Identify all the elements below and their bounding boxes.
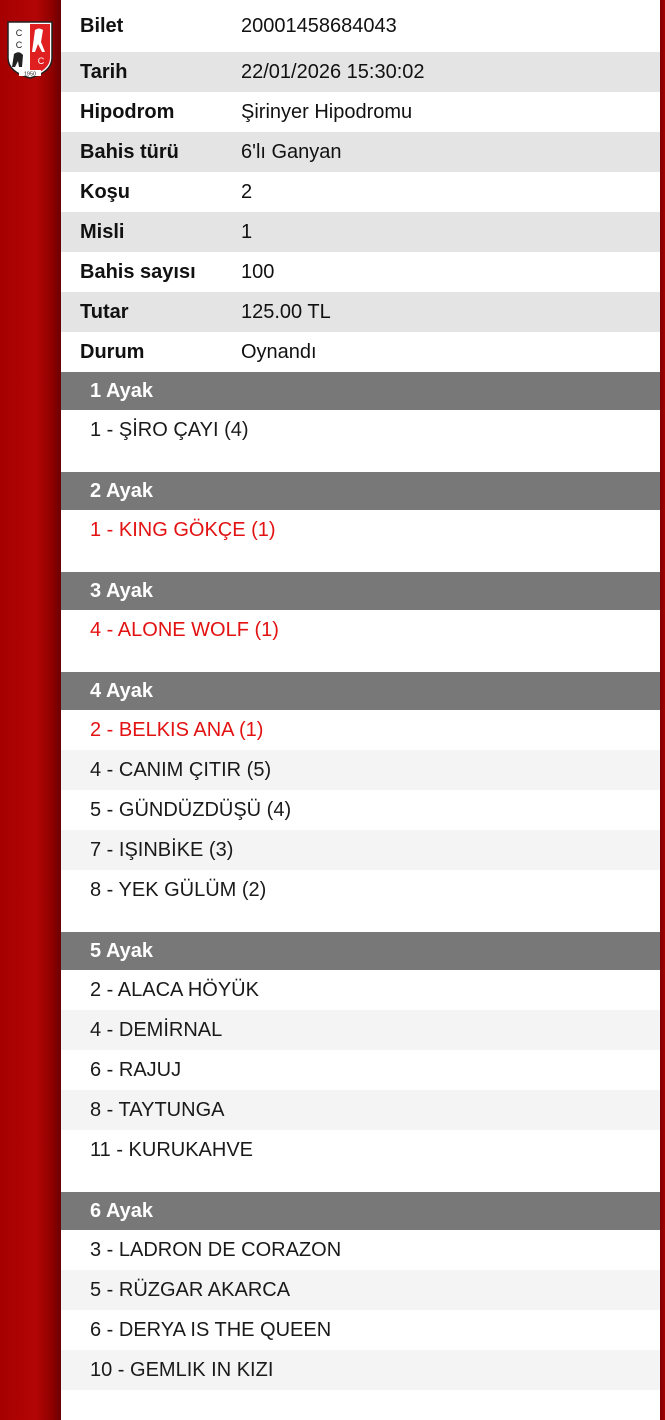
horse-row: 4 - DEMİRNAL — [61, 1010, 660, 1050]
ticket-info-value: Şirinyer Hipodromu — [241, 100, 413, 123]
ticket-info-value: 20001458684043 — [241, 14, 397, 37]
svg-text:C: C — [15, 40, 23, 50]
leg-header: 3 Ayak — [61, 572, 660, 610]
ticket-info-label: Misli — [80, 220, 125, 243]
horse-row: 11 - KURUKAHVE — [61, 1130, 660, 1170]
ticket-info-row — [61, 132, 660, 172]
leg-header: 4 Ayak — [61, 672, 660, 710]
ticket-info-value: Oynandı — [241, 340, 317, 363]
leg-header: 5 Ayak — [61, 932, 660, 970]
ticket-info-value: 22/01/2026 15:30:02 — [241, 60, 425, 83]
ticket-info-table — [61, 0, 660, 372]
horse-row: 5 - RÜZGAR AKARCA — [61, 1270, 660, 1310]
ticket-info-label: Koşu — [80, 180, 130, 203]
horse-row-winner: 1 - KING GÖKÇE (1) — [61, 510, 660, 550]
horse-row-winner: 2 - BELKIS ANA (1) — [61, 710, 660, 750]
leg-spacer — [61, 450, 660, 472]
horse-row: 6 - RAJUJ — [61, 1050, 660, 1090]
ticket-info-label: Tutar — [80, 300, 129, 323]
ticket-info-row — [61, 0, 660, 52]
logo-year: 1950 — [23, 71, 37, 78]
horse-row: 1 - ŞİRO ÇAYI (4) — [61, 410, 660, 450]
ticket-info-value: 100 — [241, 260, 275, 283]
horse-row: 8 - YEK GÜLÜM (2) — [61, 870, 660, 910]
leg-header: 1 Ayak — [61, 372, 660, 410]
ticket-info-label: Bilet — [80, 14, 124, 37]
horse-row-winner: 4 - ALONE WOLF (1) — [61, 610, 660, 650]
ticket-info-row — [61, 292, 660, 332]
ticket-info-label: Bahis türü — [80, 140, 179, 163]
ticket-info-row — [61, 212, 660, 252]
ticket-info-row — [61, 52, 660, 92]
horse-row: 6 - DERYA IS THE QUEEN — [61, 1310, 660, 1350]
ticket-info-label: Hipodrom — [80, 100, 175, 123]
leg-spacer — [61, 1170, 660, 1192]
right-border-strip — [660, 0, 665, 1420]
left-sidebar-strip — [0, 0, 61, 1420]
svg-text:C: C — [37, 56, 45, 66]
leg-spacer — [61, 550, 660, 572]
ticket-info-value: 6'lı Ganyan — [241, 140, 342, 163]
horse-row: 2 - ALACA HÖYÜK — [61, 970, 660, 1010]
ticket-info-label: Tarih — [80, 60, 128, 83]
horse-row: 5 - GÜNDÜZDÜŞÜ (4) — [61, 790, 660, 830]
leg-spacer — [61, 1390, 660, 1412]
ticket-info-row — [61, 252, 660, 292]
horse-row: 10 - GEMLIK IN KIZI — [61, 1350, 660, 1390]
ticket-info-value: 125.00 TL — [241, 300, 331, 323]
ticket-info-value: 1 — [241, 220, 253, 243]
leg-header: 6 Ayak — [61, 1192, 660, 1230]
horse-row: 4 - CANIM ÇITIR (5) — [61, 750, 660, 790]
ticket-info-label: Durum — [80, 340, 145, 363]
horse-row: 7 - IŞINBİKE (3) — [61, 830, 660, 870]
legs-list — [61, 372, 660, 1412]
ticket-info-row — [61, 92, 660, 132]
svg-text:C: C — [15, 28, 23, 38]
horse-row: 3 - LADRON DE CORAZON — [61, 1230, 660, 1270]
ticket-info-value: 2 — [241, 180, 253, 203]
leg-spacer — [61, 650, 660, 672]
leg-spacer — [61, 910, 660, 932]
leg-header: 2 Ayak — [61, 472, 660, 510]
horse-row: 8 - TAYTUNGA — [61, 1090, 660, 1130]
ticket-info-row — [61, 332, 660, 372]
ticket-info-row — [61, 172, 660, 212]
club-logo — [5, 20, 55, 80]
ticket-info-label: Bahis sayısı — [80, 260, 196, 283]
ticket-detail-panel — [61, 0, 660, 1420]
